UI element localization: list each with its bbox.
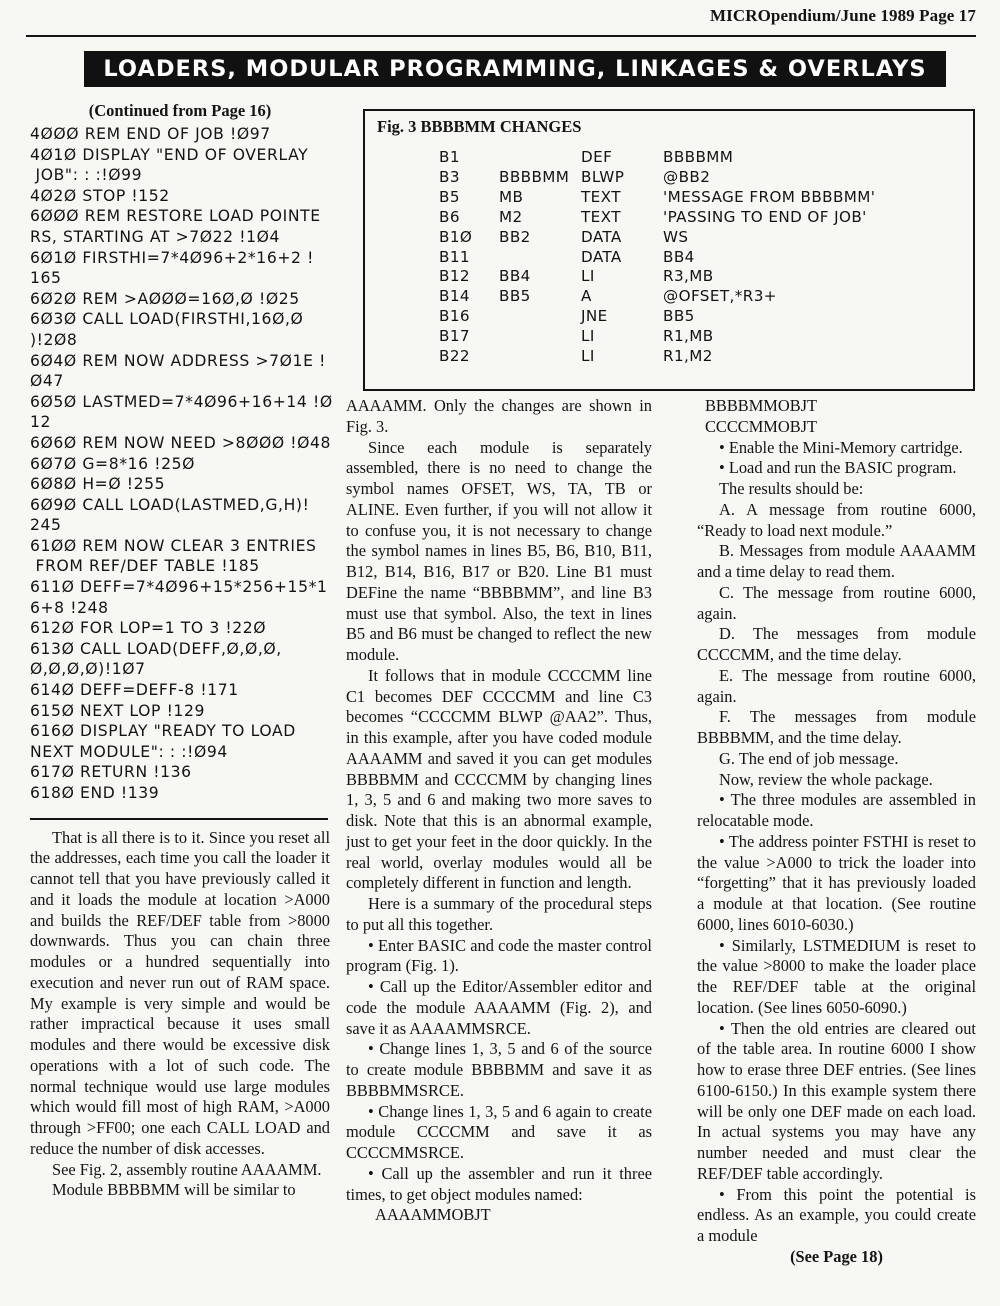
code-line: 6Ø9Ø CALL LOAD(LASTMED,G,H)!: [30, 495, 310, 514]
basic-code-listing: [30, 124, 333, 804]
operand-cell: @BB2: [663, 167, 711, 186]
symbol-cell: BBBBMM: [499, 167, 570, 186]
symbol-cell: BB5: [499, 287, 531, 306]
label-cell: B5: [439, 187, 460, 206]
operand-cell: BB4: [663, 247, 695, 266]
code-line: 6Ø7Ø G=8*16 !25Ø: [30, 454, 195, 473]
figure-row: [439, 208, 923, 228]
opcode-cell: DEF: [581, 148, 613, 166]
operand-cell: BB5: [663, 307, 695, 326]
figure-code-table: [439, 148, 923, 367]
figure-row: [439, 327, 923, 347]
code-line: 6Ø1Ø FIRSTHI=7*4Ø96+2*16+2 !: [30, 248, 314, 267]
symbol-cell: BB4: [499, 267, 531, 286]
bullet-item: • Call up the assembler and run it three times, to get object modules named:: [346, 1163, 652, 1204]
operand-cell: 'PASSING TO END OF JOB': [663, 207, 867, 226]
object-module-name: BBBBMMOBJT: [705, 396, 818, 415]
continued-link[interactable]: (See Page 18): [790, 1246, 883, 1266]
column-2-body: [346, 396, 652, 1226]
result-item: B. Messages from module AAAAMM and a time delay to read them.: [697, 541, 976, 581]
column-1-body: [30, 828, 330, 1202]
object-module-name: AAAAMMOBJT: [375, 1205, 491, 1225]
result-item: A. A message from routine 6000, “Ready to load next module.”: [697, 499, 976, 540]
code-line: 6Ø5Ø LASTMED=7*4Ø96+16+14 !Ø: [30, 392, 333, 411]
symbol-cell: [499, 148, 581, 168]
code-line: 4ØØØ REM END OF JOB !Ø97: [30, 125, 271, 143]
result-item: E. The message from routine 6000, again.: [697, 665, 976, 706]
figure-row: [439, 347, 923, 367]
symbol-cell: [499, 307, 581, 327]
operand-cell: R1,M2: [663, 347, 713, 366]
bullet-item: • Change lines 1, 3, 5 and 6 again to create module CCCCMM and save it as CCCCMMSRCE.: [346, 1101, 652, 1162]
code-line: 6Ø4Ø REM NOW ADDRESS >7Ø1E !: [30, 351, 326, 370]
operand-cell: R1,MB: [663, 327, 714, 346]
label-cell: B12: [439, 267, 470, 286]
article-banner-title: LOADERS, MODULAR PROGRAMMING, LINKAGES & OVERLAYS: [84, 51, 946, 87]
paragraph: See Fig. 2, assembly routine AAAAMM.: [52, 1159, 322, 1179]
opcode-cell: DATA: [581, 227, 622, 246]
code-line: 6ØØØ REM RESTORE LOAD POINTE: [30, 207, 321, 226]
page-header: MICROpendium/June 1989 Page 17: [709, 6, 976, 25]
bullet-item: • Enable the Mini-Memory cartridge.: [719, 437, 963, 457]
code-line: 6Ø2Ø REM >AØØØ=16Ø,Ø !Ø25: [30, 289, 300, 308]
opcode-cell: LI: [581, 347, 595, 366]
code-line: 611Ø DEFF=7*4Ø96+15*256+15*1: [30, 578, 328, 597]
label-cell: B22: [439, 347, 470, 366]
figure-row: [439, 228, 923, 248]
bullet-item: • Load and run the BASIC program.: [719, 458, 957, 478]
bullet-item: • Similarly, LSTMEDIUM is reset to the value >8000 to make the loader place the REF/DEF table at the original location. (See lines 6050-6090.): [697, 935, 976, 1017]
column-3: [697, 396, 976, 1268]
symbol-cell: [499, 248, 581, 268]
opcode-cell: LI: [581, 267, 595, 286]
operand-cell: WS: [663, 227, 689, 246]
continued-note: (Continued from Page 16): [88, 101, 272, 120]
label-cell: B14: [439, 287, 470, 306]
code-line: )!2Ø8: [30, 330, 78, 349]
code-line: 165: [30, 269, 62, 288]
result-item: G. The end of job message.: [719, 748, 899, 768]
label-cell: B16: [439, 307, 470, 326]
symbol-cell: MB: [499, 187, 524, 206]
code-line: JOB": : :!Ø99: [30, 166, 143, 185]
figure-row: [439, 307, 923, 327]
bullet-item: • Then the old entries are cleared out of the table area. In routine 6000 I show how to erase three DEF entries. (See lines 6100-6150.) In this example system there will be only one DEF made on each load. In actual systems you may have any number needed and must clear the REF/DEF table accordingly.: [697, 1018, 976, 1183]
symbol-cell: [499, 347, 581, 367]
code-line: 618Ø END !139: [30, 784, 160, 802]
operand-cell: BBBBMM: [663, 148, 734, 166]
bullet-item: • The address pointer FSTHI is reset to the value >A000 to trick the loader into “forgetting” that it has previously loaded a module at that location. (See routine 6000, lines 6010-6030.): [697, 831, 976, 934]
code-line: 245: [30, 516, 62, 535]
code-line: 6Ø6Ø REM NOW NEED >8ØØØ !Ø48: [30, 433, 332, 452]
bullet-item: • From this point the potential is endless. As an example, you could create a module: [697, 1184, 976, 1245]
opcode-cell: JNE: [581, 307, 608, 326]
column-3-body: [697, 396, 976, 1268]
operand-cell: @OFSET,*R3+: [663, 287, 777, 306]
paragraph: Since each module is separately assembled, there is no need to change the symbol names OFSET, WS, TA, TB or ALINE. Even further, if you will not allow it to confuse you, it is not necessary to change the symbol names in lines B5, B6, B10, B11, B12, B14, B16, B17 or B20. Line B1 must DEFine the name “BBBBMM”, and line B3 must use that symbol. Also, the text in lines B5 and B6 must be changed to reflect the new module.: [346, 437, 652, 664]
paragraph: It follows that in module CCCCMM line C1 becomes DEF CCCCMM and line C3 becomes “CCCCMM BLWP @AA2”. Thus, in this example, after you have coded module AAAAMM and saved it you can get modules BBBBMM and CCCCMM by changing lines 1, 3, 5 and 6 and making two more saves to disk. Note that this is an abnormal example, just to get your feet in the door quickly. In the real world, overlay modules would all be completely different in function and length.: [346, 665, 652, 893]
figure-title: Fig. 3 BBBBMM CHANGES: [377, 117, 582, 136]
figure-row: [439, 267, 923, 287]
column-2: [346, 396, 652, 1226]
code-line: 6Ø3Ø CALL LOAD(FIRSTHI,16Ø,Ø: [30, 310, 304, 329]
label-cell: B6: [439, 207, 460, 226]
code-line: Ø47: [30, 372, 64, 391]
opcode-cell: A: [581, 287, 592, 306]
label-cell: B17: [439, 327, 470, 346]
code-line: 12: [30, 413, 52, 432]
paragraph: Module BBBBMM will be similar to: [52, 1180, 296, 1200]
bullet-item: • Call up the Editor/Assembler editor and code the module AAAAMM (Fig. 2), and save it as AAAAMMSRCE.: [346, 977, 652, 1038]
code-line: NEXT MODULE": : :!Ø94: [30, 742, 228, 761]
code-line: 4Ø1Ø DISPLAY "END OF OVERLAY: [30, 145, 309, 164]
opcode-cell: TEXT: [581, 187, 621, 206]
label-cell: B1: [439, 148, 460, 166]
opcode-cell: DATA: [581, 247, 622, 266]
header-rule: [26, 35, 976, 37]
code-line: 616Ø DISPLAY "READY TO LOAD: [30, 722, 296, 741]
paragraph: Now, review the whole package.: [719, 769, 933, 789]
opcode-cell: BLWP: [581, 167, 625, 186]
figure-row: [439, 248, 923, 268]
result-item: C. The message from routine 6000, again.: [697, 582, 976, 623]
code-line: 612Ø FOR LOP=1 TO 3 !22Ø: [30, 619, 267, 638]
code-line: 614Ø DEFF=DEFF-8 !171: [30, 681, 239, 700]
symbol-cell: BB2: [499, 227, 531, 246]
code-line: 6+8 !248: [30, 598, 109, 617]
operand-cell: 'MESSAGE FROM BBBBMM': [663, 187, 876, 206]
paragraph: Here is a summary of the procedural steps to put all this together.: [346, 894, 652, 934]
code-line: 4Ø2Ø STOP !152: [30, 186, 170, 205]
code-line: RS, STARTING AT >7Ø22 !1Ø4: [30, 227, 281, 246]
code-line: 6Ø8Ø H=Ø !255: [30, 475, 166, 494]
code-line: 615Ø NEXT LOP !129: [30, 701, 205, 720]
label-cell: B1Ø: [439, 227, 473, 246]
paragraph: AAAAMM. Only the changes are shown in Fig. 3.: [346, 396, 652, 436]
label-cell: B3: [439, 167, 460, 186]
bullet-item: • Change lines 1, 3, 5 and 6 of the source to create module BBBBMM and save it as BBBBMMSRCE.: [346, 1039, 652, 1100]
symbol-cell: [499, 327, 581, 347]
opcode-cell: TEXT: [581, 207, 621, 226]
figure-row: [439, 287, 923, 307]
code-line: Ø,Ø,Ø,Ø)!1Ø7: [30, 660, 146, 679]
paragraph: That is all there is to it. Since you reset all the addresses, each time you call the loader it cannot tell that you have previously called it and it loads the module at location >A000 and builds the REF/DEF table from >8000 downwards. Thus you can chain three modules or a hundred sequentially into execution and never run out of RAM space. My example is very simple and would be rather impractical because it uses small modules and there would be excessive disk operations with a lot of such code. The normal technique would use large modules which would fill most of high RAM, >A000 through >FF00; one each CALL LOAD and reduce the number of disk accesses.: [30, 827, 330, 1158]
figure-row: [439, 168, 923, 188]
bullet-item: • Enter BASIC and code the master control program (Fig. 1).: [346, 935, 652, 976]
paragraph: The results should be:: [719, 479, 864, 498]
symbol-cell: M2: [499, 207, 523, 226]
code-line: FROM REF/DEF TABLE !185: [30, 557, 260, 576]
object-module-name: CCCCMMOBJT: [705, 416, 818, 436]
result-item: F. The messages from module BBBBMM, and the time delay.: [697, 707, 976, 747]
operand-cell: R3,MB: [663, 267, 714, 286]
opcode-cell: LI: [581, 327, 595, 346]
result-item: D. The messages from module CCCCMM, and the time delay.: [697, 624, 976, 664]
column-1: [30, 100, 333, 1201]
code-line: 613Ø CALL LOAD(DEFF,Ø,Ø,Ø,: [30, 639, 282, 658]
figure-row: [439, 148, 923, 168]
label-cell: B11: [439, 247, 470, 266]
figure-3-box: [363, 109, 975, 391]
section-divider: [30, 818, 328, 820]
code-line: 61ØØ REM NOW CLEAR 3 ENTRIES: [30, 536, 317, 555]
figure-row: [439, 188, 923, 208]
code-line: 617Ø RETURN !136: [30, 763, 192, 782]
bullet-item: • The three modules are assembled in relocatable mode.: [697, 790, 976, 830]
